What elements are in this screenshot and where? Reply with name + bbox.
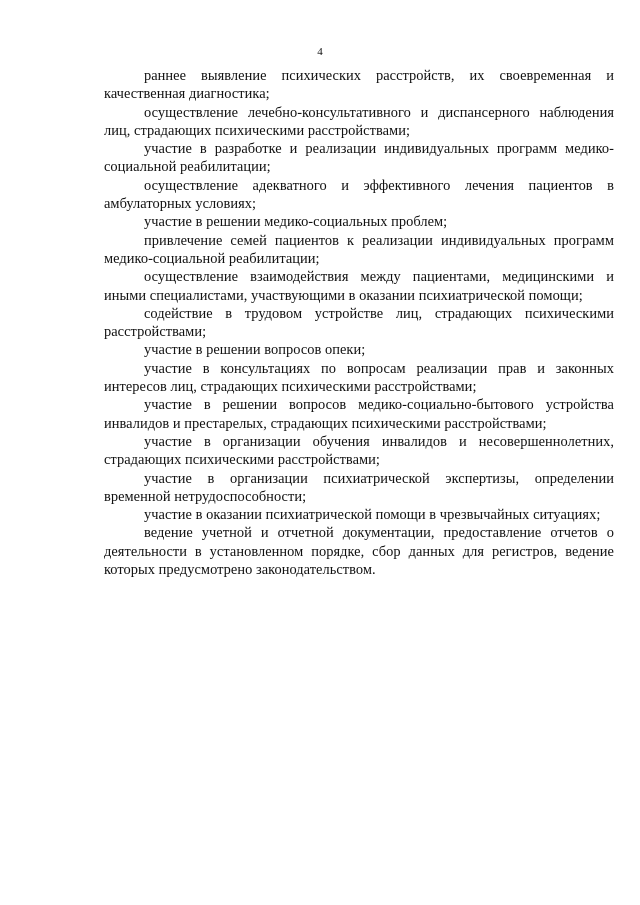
list-item: участие в разработке и реализации индивидуальных программ медико-социальной реабилитации; bbox=[104, 141, 614, 176]
list-item: участие в организации обучения инвалидов и несовершеннолетних, страдающих психическими расстройствами; bbox=[104, 433, 614, 469]
page-number: 4 bbox=[317, 46, 323, 58]
list-item: содействие в трудовом устройстве лиц, страдающих психическими расстройствами; bbox=[104, 305, 614, 341]
document-body bbox=[104, 67, 614, 579]
list-item: участие в решении медико-социальных проблем; bbox=[144, 214, 448, 231]
list-item: осуществление адекватного и эффективного лечения пациентов в амбулаторных условиях; bbox=[104, 177, 614, 213]
list-item: участие в консультациях по вопросам реализации прав и законных интересов лиц, страдающих психическими расстройствами; bbox=[104, 360, 614, 396]
list-item: участие в решении вопросов медико-социально-бытового устройства инвалидов и престарелых, страдающих психическими расстройствами; bbox=[104, 397, 614, 432]
list-item: осуществление взаимодействия между пациентами, медицинскими и иными специалистами, участвующими в оказании психиатрической помощи; bbox=[104, 269, 614, 304]
list-item: осуществление лечебно-консультативного и диспансерного наблюдения лиц, страдающих психическими расстройствами; bbox=[104, 104, 614, 139]
list-item: ведение учетной и отчетной документации, предоставление отчетов о деятельности в установленном порядке, сбор данных для регистров, ведение которых предусмотрено законодательством. bbox=[104, 525, 614, 579]
list-item: участие в оказании психиатрической помощи в чрезвычайных ситуациях; bbox=[144, 507, 601, 524]
list-item: раннее выявление психических расстройств, их своевременная и качественная диагностика; bbox=[104, 68, 614, 103]
list-item: привлечение семей пациентов к реализации индивидуальных программ медико-социальной реабилитации; bbox=[104, 232, 614, 267]
list-item: участие в решении вопросов опеки; bbox=[144, 342, 366, 359]
list-item: участие в организации психиатрической экспертизы, определении временной нетрудоспособности; bbox=[104, 470, 614, 505]
